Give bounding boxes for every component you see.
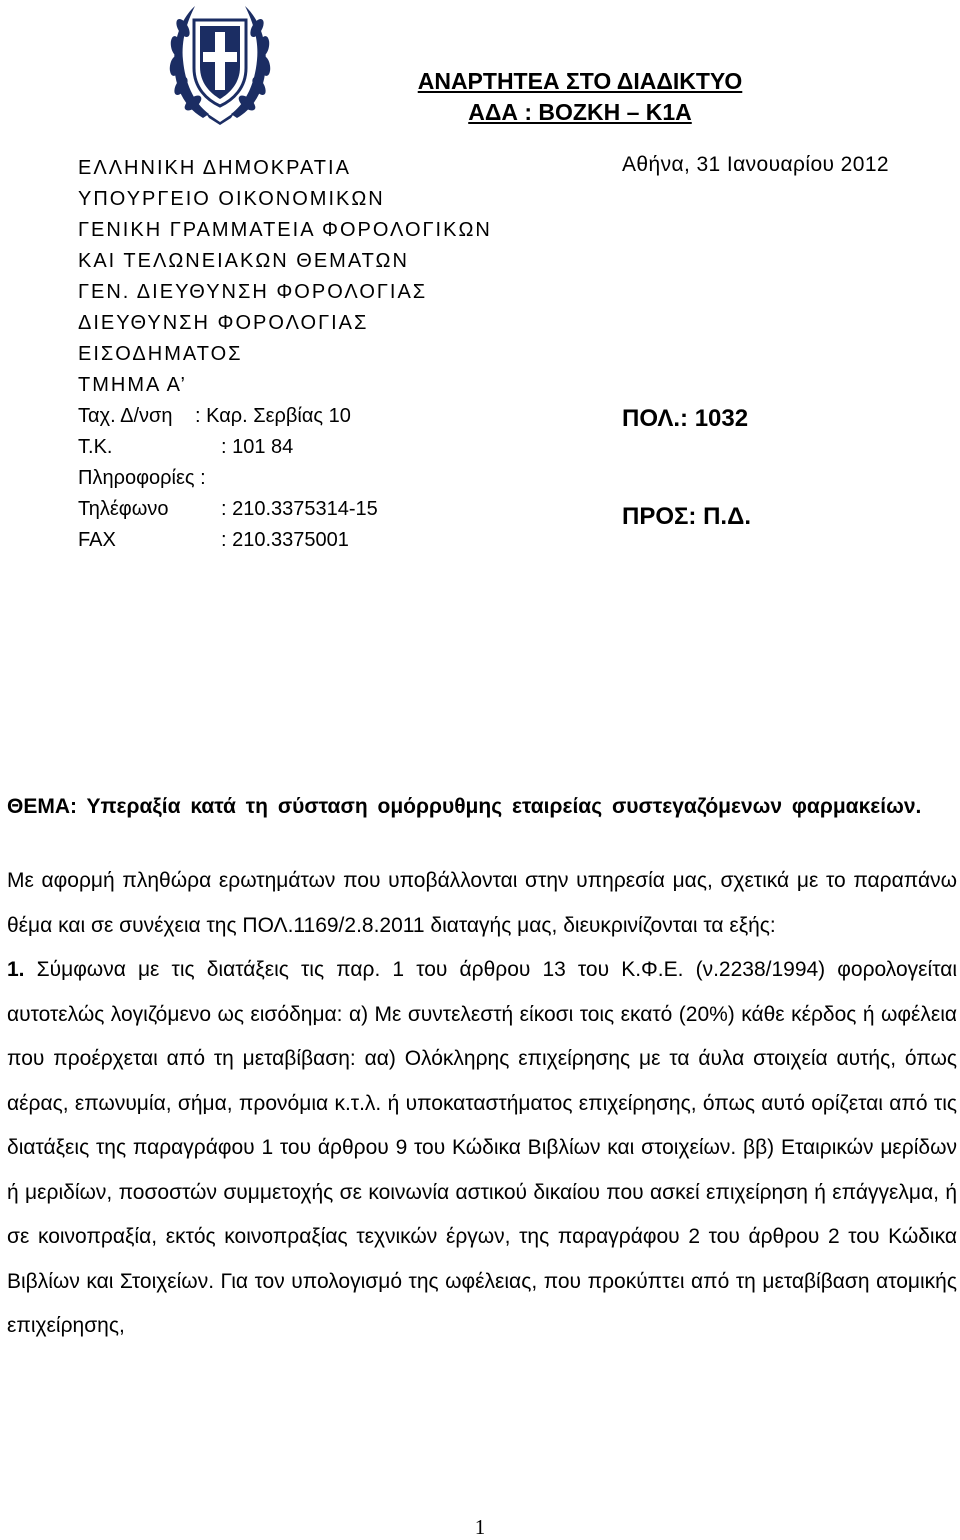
contact-label: Ταχ. Δ/νση xyxy=(78,405,173,427)
notice-line-2: ΑΔΑ : ΒΟΖΚΗ – Κ1Α xyxy=(468,99,692,125)
sender-line: ΔΙΕΥΘΥΝΣΗ ΦΟΡΟΛΟΓΙΑΣ xyxy=(78,312,369,334)
subject-line: ΘΕΜΑ: Υπεραξία κατά τη σύσταση ομόρρυθμης εταιρείας συστεγαζόμενων φαρμακείων. xyxy=(7,795,922,818)
recipient: ΠΡΟΣ: Π.Δ. xyxy=(622,503,751,530)
sender-line: ΓΕΝΙΚΗ ΓΡΑΜΜΑΤΕΙΑ ΦΟΡΟΛΟΓΙΚΩΝ xyxy=(78,219,492,241)
contact-value: : 101 84 xyxy=(221,436,294,458)
notice-line-1: ΑΝΑΡΤΗΤΕΑ ΣΤΟ ΔΙΑΔΙΚΤΥΟ xyxy=(417,68,743,94)
contact-value: : 210.3375314-15 xyxy=(221,498,378,520)
sender-line: ΥΠΟΥΡΓΕΙΟ ΟΙΚΟΝΟΜΙΚΩΝ xyxy=(78,188,385,210)
contact-value: : 210.3375001 xyxy=(221,529,349,551)
contact-label: Τηλέφωνο xyxy=(78,498,169,520)
item-text: Σύμφωνα με τις διατάξεις τις παρ. 1 του άρθρου 13 του Κ.Φ.Ε. (ν.2238/1994) φορολογείται αυτοτελώς λογιζόμενο ως εισόδημα: α) Με συντελεστή είκοσι τοις εκατό (20%) κάθε κέρδος ή ωφέλεια που προέρχεται από τη μεταβίβαση: αα) Ολόκληρης επιχείρησης με τα άυλα στοιχεία αυτής, όπως αέρας, επωνυμία, σήμα, προνόμια κ.τ.λ. ή υποκαταστήματος επιχείρησης, όπως αυτό ορίζεται από τις διατάξεις της παραγράφου 1 του άρθρου 9 του Κώδικα Βιβλίων και στοιχείων. ββ) Εταιρικών μερίδων ή μεριδίων, ποσοστών συμμετοχής σε κοινωνία αστικού δικαίου που ασκεί επιχείρηση ή επάγγελμα, ή σε κοινοπραξία, εκτός κοινοπραξίας τεχνικών έργων, της παραγράφου 2 του άρθρου 2 του Κώδικα Βιβλίων και Στοιχείων. Για τον υπολογισμό της ωφέλειας, που προκύπτει από τη μεταβίβαση ατομικής επιχείρησης, xyxy=(7,958,957,1337)
intro-paragraph: Με αφορμή πληθώρα ερωτημάτων που υποβάλλονται στην υπηρεσία μας, σχετικά με το παραπάνω θέμα και σε συνέχεια της ΠΟΛ.1169/2.8.2011 διαταγής μας, διευκρινίζονται τα εξής: xyxy=(7,869,957,937)
item-1-paragraph xyxy=(7,948,957,1349)
contact-info xyxy=(78,463,492,494)
page-number: 1 xyxy=(474,1515,486,1539)
contact-label: FAX xyxy=(78,529,116,551)
contact-value: : Καρ. Σερβίας 10 xyxy=(195,405,351,427)
contact-postcode xyxy=(78,432,492,463)
contact-fax xyxy=(78,525,492,556)
publication-notice xyxy=(390,66,770,128)
sender-line: ΕΙΣΟΔΗΜΑΤΟΣ xyxy=(78,343,243,365)
item-number: 1. xyxy=(7,958,25,981)
greek-coat-of-arms-emblem xyxy=(163,0,277,125)
pol-number: ΠΟΛ.: 1032 xyxy=(622,405,749,432)
sender-block xyxy=(78,153,492,556)
contact-address xyxy=(78,401,492,432)
contact-label: Πληροφορίες : xyxy=(78,467,206,489)
contact-phone xyxy=(78,494,492,525)
sender-line: ΕΛΛΗΝΙΚΗ ΔΗΜΟΚΡΑΤΙΑ xyxy=(78,157,351,179)
sender-line: ΚΑΙ ΤΕΛΩΝΕΙΑΚΩΝ ΘΕΜΑΤΩΝ xyxy=(78,250,409,272)
contact-label: Τ.Κ. xyxy=(78,436,113,458)
sender-line: ΤΜΗΜΑ Α’ xyxy=(78,374,187,396)
document-date: Αθήνα, 31 Ιανουαρίου 2012 xyxy=(622,153,889,176)
sender-line: ΓΕΝ. ΔΙΕΥΘΥΝΣΗ ΦΟΡΟΛΟΓΙΑΣ xyxy=(78,281,428,303)
document-body xyxy=(7,786,957,1349)
